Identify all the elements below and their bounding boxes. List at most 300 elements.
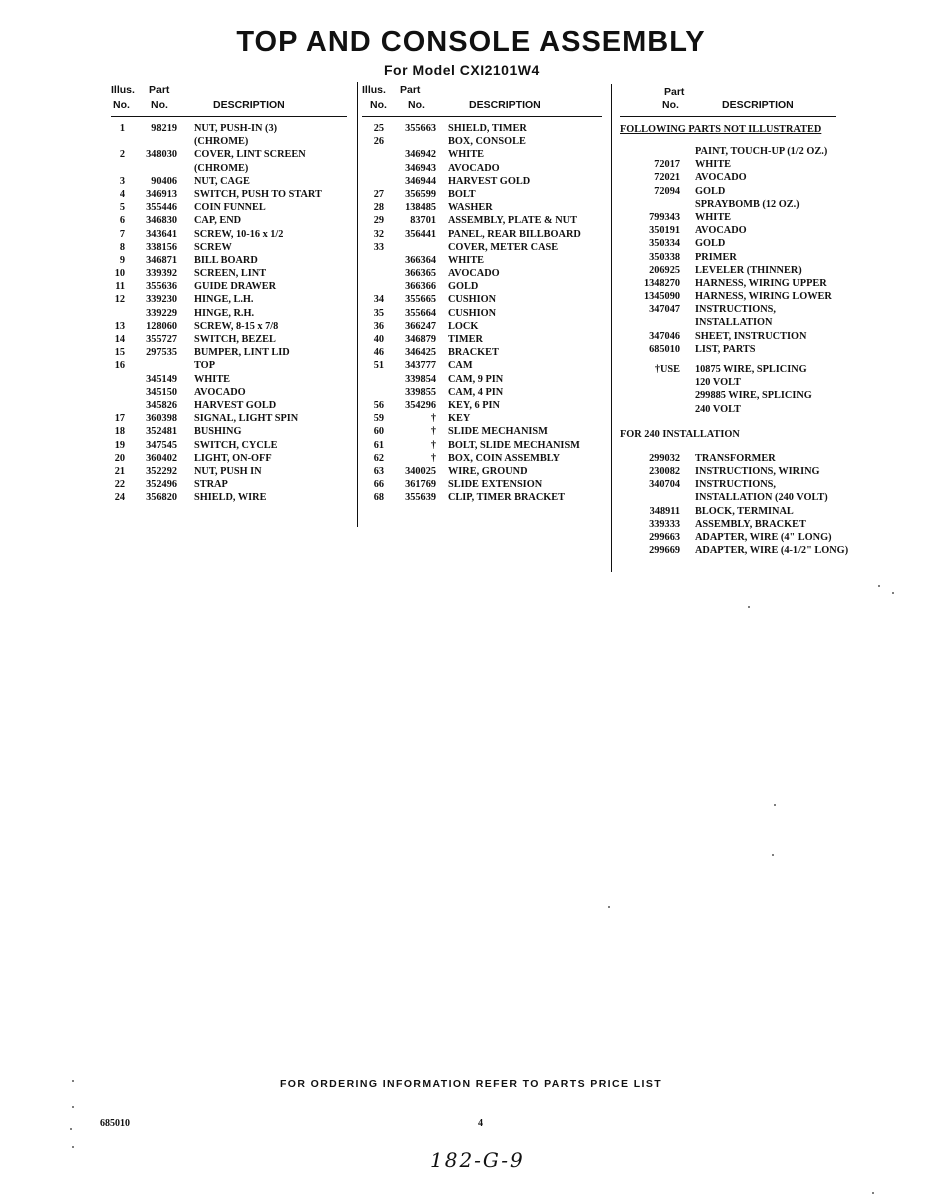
table-row [111,425,347,438]
table-row [111,373,347,386]
scan-speck [72,1146,74,1148]
not-illustrated-list [620,145,870,356]
part-no-cell: 356820 [146,492,177,504]
part-no-cell: 355446 [146,202,177,214]
part-no-cell: 98219 [151,123,177,134]
handwritten-note: 182-G-9 [430,1148,525,1172]
part-no-cell: 352292 [146,465,177,477]
illus-no-cell: 21 [114,465,125,477]
table-row [111,228,347,241]
scan-speck [72,1106,74,1108]
part-no-cell: 340704 [649,479,680,491]
scan-speck [878,585,880,587]
illus-no-cell: 32 [373,228,384,240]
illus-no-cell: 4 [119,188,125,200]
scan-speck [872,1192,874,1194]
description-cell: HARNESS, WIRING UPPER [695,277,827,289]
part-no-cell: 360398 [146,413,177,425]
table-row [362,241,602,254]
column-header [620,82,870,116]
description-cell: CUSHION [448,307,497,319]
description-cell: LIGHT, ON-OFF [194,452,272,464]
table-row [620,158,870,171]
table-row [362,465,602,478]
illus-no-cell: 29 [373,215,384,227]
description-cell: NUT, PUSH IN [194,465,262,477]
illus-no-cell: 25 [373,123,384,134]
table-row [362,452,602,465]
table-row [620,224,870,237]
table-row [620,403,870,416]
illus-no-cell: 12 [114,294,125,306]
table-row [111,254,347,267]
description-cell: WIRE, GROUND [448,465,528,477]
description-cell: SHIELD, TIMER [448,123,527,134]
description-cell: 240 VOLT [695,403,741,415]
scan-speck [608,906,610,908]
description-cell: LEVELER (THINNER) [695,264,802,276]
description-cell: BOX, COIN ASSEMBLY [448,452,561,464]
part-no-cell: 346425 [405,347,436,359]
part-no-cell: 83701 [410,215,436,227]
table-row [362,254,602,267]
part-no-cell: 345150 [146,386,177,398]
table-row [620,531,870,544]
table-row [620,544,870,557]
illus-no-cell: 19 [114,439,125,451]
illus-no-cell: 62 [373,452,384,464]
table-row [620,316,870,329]
table-row [362,148,602,161]
part-no-cell: 685010 [649,343,680,355]
illus-no-cell: 8 [119,241,125,253]
table-row [620,363,870,376]
illus-no-label: No. [113,99,130,111]
description-cell: ADAPTER, WIRE (4-1/2" LONG) [695,545,849,557]
description-cell: SIGNAL, LIGHT SPIN [194,413,299,425]
part-no-cell: 355664 [405,307,436,319]
part-no-cell: 206925 [649,264,680,276]
description-cell: AVOCADO [695,172,747,184]
table-row [362,399,602,412]
illus-no-cell: 46 [373,347,384,359]
table-row [620,376,870,389]
description-cell: SHIELD, WIRE [194,492,267,504]
description-cell: GOLD [448,281,479,293]
illus-no-cell: 1 [119,123,125,134]
part-no-cell: 90406 [151,175,177,187]
illus-no-cell: 9 [119,254,125,266]
illus-no-cell: 22 [114,479,125,491]
part-no-cell: 352481 [146,426,177,438]
illus-no-cell: 10 [114,268,125,280]
description-cell: CUSHION [448,294,497,306]
description-cell: INSTRUCTIONS, [695,304,776,316]
part-no-cell: 347047 [649,304,680,316]
description-cell: AVOCADO [448,268,500,280]
part-no-cell: 350338 [649,251,680,263]
description-cell: SWITCH, BEZEL [194,334,276,345]
description-cell: NUT, PUSH-IN (3) [194,123,278,134]
description-cell: BUMPER, LINT LID [194,347,290,359]
table-row [111,214,347,227]
part-no-cell: 299663 [649,531,680,543]
description-cell: SCREW, 8-15 x 7/8 [194,320,279,332]
column-divider [611,84,612,572]
splicing-wire-list [620,363,870,416]
description-label: DESCRIPTION [722,99,794,111]
illus-no-cell: 28 [373,202,384,214]
description-cell: SPRAYBOMB (12 OZ.) [695,198,800,210]
table-row [111,478,347,491]
description-cell: WHITE [695,159,732,171]
illus-no-cell: 5 [119,202,125,214]
illus-no-cell: 33 [373,241,384,253]
table-row [111,359,347,372]
description-cell: AVOCADO [448,162,500,174]
illus-no-cell: 66 [373,479,384,491]
part-no-cell: 366247 [405,320,436,332]
table-row [620,237,870,250]
description-cell: 299885 WIRE, SPLICING [695,390,812,402]
table-row [111,465,347,478]
part-no-label: No. [151,99,168,111]
description-cell: 120 VOLT [695,377,741,389]
description-cell: BOLT, SLIDE MECHANISM [448,439,580,451]
part-no-cell: 343777 [405,360,436,372]
table-row [362,359,602,372]
scan-speck [772,854,774,856]
part-no-cell: 339855 [405,386,436,398]
table-row [620,389,870,402]
part-no-label: No. [408,99,425,111]
description-cell: WHITE [448,254,485,266]
table-row [620,478,870,491]
table-row [111,148,347,161]
part-no-cell: 345149 [146,373,177,385]
table-row [620,185,870,198]
part-no-cell: 360402 [146,452,177,464]
table-row [111,399,347,412]
part-no-cell: 72017 [654,159,680,171]
table-row [362,412,602,425]
table-row [362,162,602,175]
model-subtitle: For Model CXI2101W4 [384,62,540,78]
table-row [620,343,870,356]
part-no-cell: 348911 [649,505,680,517]
table-row [111,135,347,148]
description-cell: GOLD [695,238,726,250]
part-no-cell: †USE [654,364,680,375]
illus-no-cell: 15 [114,347,125,359]
part-no-cell: † [430,413,436,425]
part-no-cell: 346943 [405,162,436,174]
description-cell: CAM, 9 PIN [448,373,504,385]
table-row [620,145,870,158]
table-row [111,175,347,188]
description-cell: INSTALLATION (240 VOLT) [695,492,828,504]
table-row [362,267,602,280]
description-cell: BOLT [448,188,476,200]
illus-no-cell: 17 [114,413,125,425]
description-cell: BLOCK, TERMINAL [695,505,794,517]
illus-no-cell: 6 [119,215,125,227]
description-cell: CAM, 4 PIN [448,386,504,398]
description-cell: HARVEST GOLD [448,175,531,187]
part-no-cell: 347545 [146,439,177,451]
table-row [620,330,870,343]
table-row [362,293,602,306]
description-cell: TIMER [448,334,483,345]
table-row [362,307,602,320]
part-no-cell: 1345090 [643,291,680,303]
description-cell: BILL BOARD [194,254,258,266]
description-cell: WHITE [695,211,732,223]
part-no-cell: 799343 [649,211,680,223]
table-row [111,201,347,214]
part-no-cell: 355665 [405,294,436,306]
description-cell: INSTRUCTIONS, WIRING [695,465,820,477]
table-row [111,122,347,135]
description-cell: ADAPTER, WIRE (4" LONG) [695,531,832,543]
part-no-cell: 354296 [405,399,436,411]
table-row [362,478,602,491]
description-cell: SCREW [194,241,232,253]
part-no-cell: 1348270 [643,277,680,289]
part-no-cell: 366364 [405,254,436,266]
description-cell: HINGE, L.H. [194,294,254,306]
part-no-cell: 339229 [146,307,177,319]
part-no-cell: † [430,439,436,451]
table-row [111,439,347,452]
description-cell: NUT, CAGE [194,175,250,187]
table-row [111,267,347,280]
part-no-cell: 338156 [146,241,177,253]
table-row [620,198,870,211]
part-no-cell: 352496 [146,479,177,491]
description-label: DESCRIPTION [213,99,285,111]
description-cell: BRACKET [448,347,499,359]
part-no-cell: 339230 [146,294,177,306]
description-cell: TOP [194,360,215,372]
part-no-cell: 355727 [146,334,177,345]
illus-no-cell: 63 [373,465,384,477]
table-row [620,264,870,277]
table-row [362,425,602,438]
part-no-cell: 345826 [146,399,177,411]
description-cell: CAM [448,360,473,372]
table-row [111,241,347,254]
illus-label: Illus. [362,84,386,96]
part-no-cell: 72094 [654,185,680,197]
description-cell: ASSEMBLY, BRACKET [695,518,806,530]
part-no-cell: 355663 [405,123,436,134]
description-cell: WASHER [448,202,493,214]
description-cell: WHITE [194,373,231,385]
description-cell: SWITCH, CYCLE [194,439,278,451]
illus-no-cell: 26 [373,136,384,148]
part-no-cell: 355639 [405,492,436,504]
description-cell: PAINT, TOUCH-UP (1/2 OZ.) [695,146,828,157]
table-row [362,333,602,346]
description-cell: WHITE [448,149,485,161]
illus-no-cell: 20 [114,452,125,464]
illus-no-cell: 60 [373,426,384,438]
table-row [362,491,602,504]
description-cell: SCREW, 10-16 x 1/2 [194,228,284,240]
table-row [620,505,870,518]
illus-no-cell: 56 [373,399,384,411]
description-cell: PANEL, REAR BILLBOARD [448,228,581,240]
description-cell: SWITCH, PUSH TO START [194,188,322,200]
description-cell: PRIMER [695,251,737,263]
description-cell: HARVEST GOLD [194,399,277,411]
illus-no-cell: 18 [114,426,125,438]
part-label: Part [400,84,421,96]
part-no-cell: 343641 [146,228,177,240]
table-row [362,439,602,452]
scan-speck [774,804,776,806]
parts-list [362,122,602,504]
part-no-cell: 356599 [405,188,436,200]
parts-column-3 [620,82,870,557]
description-cell: COVER, METER CASE [448,241,559,253]
table-row [620,518,870,531]
scan-speck [748,606,750,608]
description-cell: 10875 WIRE, SPLICING [695,364,807,375]
table-row [620,211,870,224]
illus-no-cell: 13 [114,320,125,332]
part-no-cell: 72021 [654,172,680,184]
table-row [111,320,347,333]
scan-speck [892,592,894,594]
illus-label: Illus. [111,84,135,96]
illus-no-cell: 59 [373,413,384,425]
illus-no-cell: 61 [373,439,384,451]
table-row [362,346,602,359]
parts-column-1 [111,82,347,504]
illus-no-cell: 11 [115,281,125,293]
description-cell: SLIDE EXTENSION [448,479,543,491]
illus-no-cell: 24 [114,492,125,504]
table-row [111,333,347,346]
table-row [362,320,602,333]
description-cell: STRAP [194,479,228,491]
part-no-cell: 346879 [405,334,436,345]
table-row [111,188,347,201]
table-row [362,135,602,148]
description-cell: (CHROME) [194,162,249,174]
table-row [620,465,870,478]
table-row [111,293,347,306]
parts-list [111,122,347,504]
description-cell: (CHROME) [194,136,249,148]
page-title: TOP AND CONSOLE ASSEMBLY [236,26,706,58]
table-row [362,175,602,188]
parts-column-2 [362,82,602,504]
part-no-cell: 346942 [405,149,436,161]
table-row [111,386,347,399]
table-row [362,373,602,386]
description-cell: GUIDE DRAWER [194,281,277,293]
illus-no-cell: 35 [373,307,384,319]
scan-speck [72,1080,74,1082]
description-label: DESCRIPTION [469,99,541,111]
description-cell: INSTALLATION [695,317,773,329]
description-cell: SCREEN, LINT [194,268,267,280]
section-title-not-illustrated: FOLLOWING PARTS NOT ILLUSTRATED [620,124,822,135]
table-row [620,452,870,465]
document-number: 685010 [100,1118,130,1129]
table-row [620,251,870,264]
installation-240-list [620,452,870,558]
description-cell: KEY, 6 PIN [448,399,500,411]
illus-no-cell: 34 [373,294,384,306]
table-row [362,386,602,399]
illus-no-cell: 40 [373,334,384,345]
column-divider [357,82,358,527]
description-cell: COIN FUNNEL [194,202,266,214]
illus-no-label: No. [370,99,387,111]
part-no-cell: 128060 [146,320,177,332]
table-row [111,162,347,175]
description-cell: KEY [448,413,471,425]
part-label: Part [664,86,685,98]
part-no-cell: † [430,426,436,438]
part-no-cell: 138485 [405,202,436,214]
table-row [620,277,870,290]
part-no-cell: 339333 [649,518,680,530]
description-cell: AVOCADO [194,386,246,398]
table-row [111,346,347,359]
table-row [362,122,602,135]
table-row [362,214,602,227]
table-row [111,307,347,320]
part-no-cell: 346871 [146,254,177,266]
ordering-note: FOR ORDERING INFORMATION REFER TO PARTS PRICE LIST [279,1078,663,1090]
column-header [111,82,347,116]
part-no-cell: 350334 [649,238,680,250]
illus-no-cell: 16 [114,360,125,372]
description-cell: GOLD [695,185,726,197]
illus-no-cell: 27 [373,188,384,200]
part-no-cell: 297535 [146,347,177,359]
part-no-cell: 366366 [405,281,436,293]
illus-no-cell: 3 [119,175,125,187]
part-no-cell: 339854 [405,373,436,385]
description-cell: INSTRUCTIONS, [695,479,776,491]
description-cell: SHEET, INSTRUCTION [695,330,807,342]
part-no-cell: 350191 [649,225,680,237]
part-no-cell: 356441 [405,228,436,240]
description-cell: LOCK [448,320,479,332]
part-no-cell: 355636 [146,281,177,293]
section-title-240-installation: FOR 240 INSTALLATION [620,428,740,440]
part-no-cell: 346830 [146,215,177,227]
part-no-cell: 348030 [146,149,177,161]
illus-no-cell: 2 [119,149,125,161]
part-no-cell: 347046 [649,330,680,342]
illus-no-cell: 36 [373,320,384,332]
page-number: 4 [478,1118,483,1129]
description-cell: COVER, LINT SCREEN [194,149,306,161]
description-cell: BOX, CONSOLE [448,136,526,148]
table-row [620,171,870,184]
table-row [620,290,870,303]
part-no-cell: 339392 [146,268,177,280]
description-cell: HINGE, R.H. [194,307,255,319]
description-cell: LIST, PARTS [695,343,756,355]
